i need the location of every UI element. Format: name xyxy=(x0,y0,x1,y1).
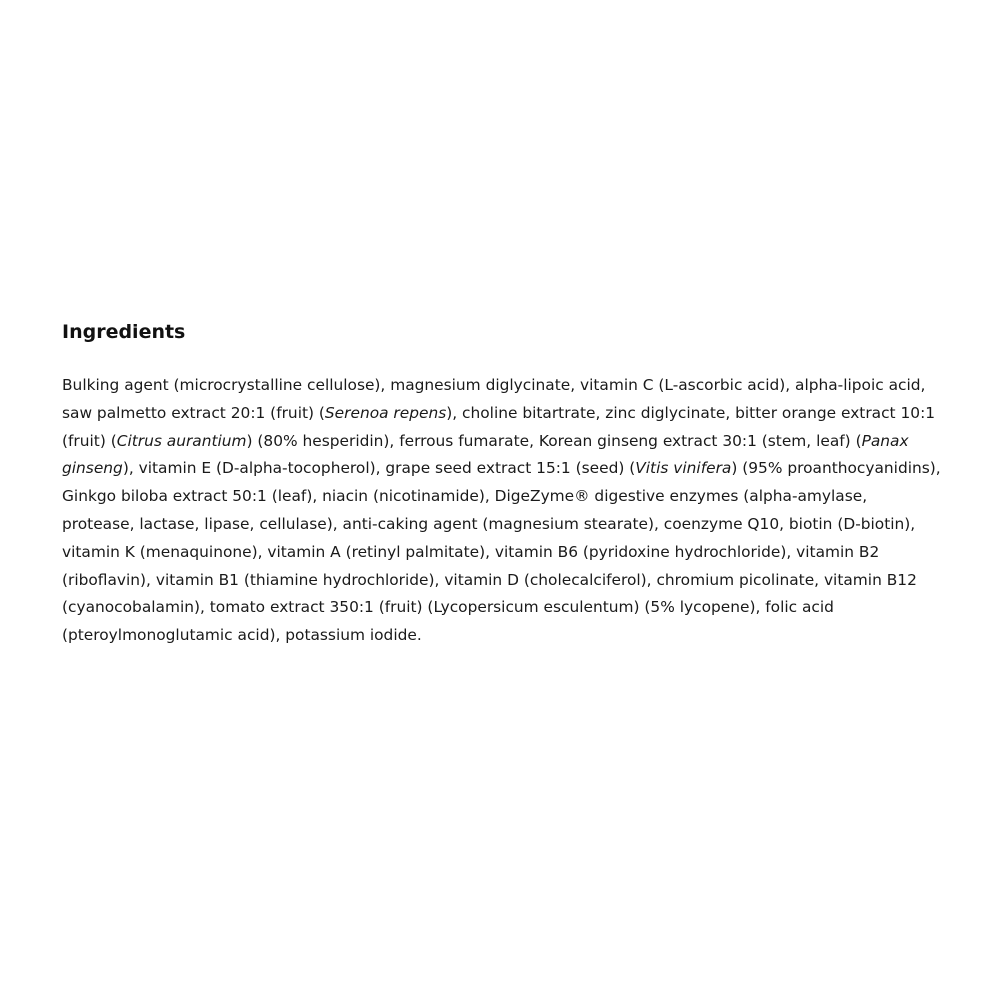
species-panax-ginseng: Panax ginseng xyxy=(62,431,909,478)
ingredients-text-part-2: ), choline bitartrate, zinc diglycinate, bitter orange extract 10:1 (fruit) ( xyxy=(62,403,936,450)
species-citrus-aurantium: Citrus aurantium xyxy=(116,431,247,450)
ingredients-text-part-3: ) (80% hesperidin), ferrous fumarate, Korean ginseng extract 30:1 (stem, leaf) ( xyxy=(246,431,862,450)
ingredients-text-part-1: Bulking agent (microcrystalline cellulose), magnesium diglycinate, vitamin C (L-ascorbic acid), alpha-lipoic acid, saw palmetto extract 20:1 (fruit) ( xyxy=(62,376,926,422)
species-serenoa-repens: Serenoa repens xyxy=(324,403,447,422)
ingredients-text-part-4: ), vitamin E (D-alpha-tocopherol), grape seed extract 15:1 (seed) ( xyxy=(122,459,636,478)
ingredients-text-part-5: ) (95% proanthocyanidins), Ginkgo biloba extract 50:1 (leaf), niacin (nicotinamide), DigeZyme® digestive enzymes (alpha-amylase, protease, lactase, lipase, cellulase), anti-caking agent (magnesium stearate), coenzyme Q10, biotin (D-biotin), vitamin K (menaquinone), vitamin A (retinyl palmitate), vitamin B6 (pyridoxine hydrochloride), vitamin B2 (riboflavin), vitamin B1 (thiamine hydrochloride), vitamin D (cholecalciferol), chromium picolinate, vitamin B12 (cyanocobalamin), tomato extract 350:1 (fruit) (Lycopersicum esculentum) (5% lycopene), folic acid (pteroylmonoglutamic acid), potassium iodide. xyxy=(62,459,941,645)
ingredients-heading: Ingredients xyxy=(62,321,186,343)
species-vitis-vinifera: Vitis vinifera xyxy=(635,459,732,478)
ingredients-list xyxy=(62,372,942,650)
ingredients-section xyxy=(62,318,942,650)
